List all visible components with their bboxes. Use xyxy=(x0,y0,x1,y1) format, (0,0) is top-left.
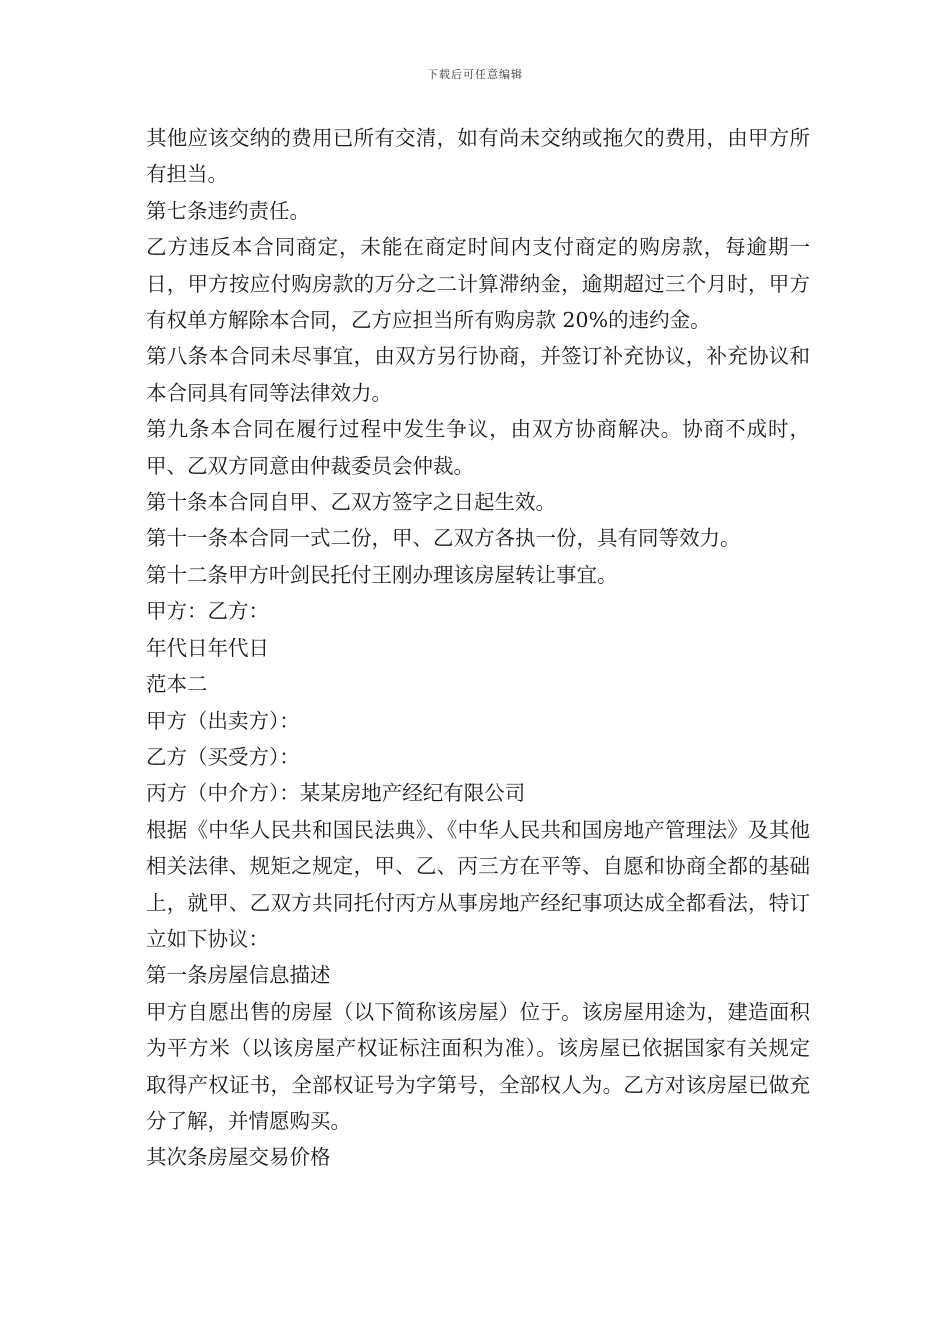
paragraph-party-a: 甲方（出卖方）： xyxy=(146,708,300,733)
page-header-note: 下载后可任意编辑 xyxy=(427,68,523,81)
paragraph-article-10: 第十条本合同自甲、乙双方签字之日起生效。 xyxy=(146,490,556,515)
paragraph-article-12: 第十二条甲方叶剑民托付王刚办理该房屋转让事宜。 xyxy=(146,562,618,587)
paragraph-article-9: 第九条本合同在履行过程中发生争议，由双方协商解决。协商不成时，甲、乙双方同意由仲裁委员会仲裁。 xyxy=(146,417,810,478)
paragraph-property-description: 甲方自愿出售的房屋（以下简称该房屋）位于。该房屋用途为，建造面积为平方米（以该房屋产权证标注面积为准）。该房屋已依据国家有关规定取得产权证书，全部权证号为字第号，全部权人为。乙方对该房屋已做充分了解，并情愿购买。 xyxy=(146,999,810,1133)
paragraph-article-11: 第十一条本合同一式二份，甲、乙双方各执一份，具有同等效力。 xyxy=(146,526,741,551)
paragraph-party-c: 丙方（中介方）：某某房地产经纪有限公司 xyxy=(146,781,526,806)
paragraph-article-7-title: 第七条违约责任。 xyxy=(146,198,310,223)
document-body xyxy=(146,120,810,1176)
paragraph-breach-liability: 乙方违反本合同商定，未能在商定时间内支付商定的购房款，每逾期一日，甲方按应付购房款的万分之二计算滞纳金，逾期超过三个月时，甲方有权单方解除本合同，乙方应担当所有购房款 20%的违约金。 xyxy=(146,235,810,333)
paragraph-article-2-title: 其次条房屋交易价格 xyxy=(146,1145,331,1170)
paragraph-fees-settled: 其他应该交纳的费用已所有交清，如有尚未交纳或拖欠的费用，由甲方所有担当。 xyxy=(146,126,810,187)
paragraph-template-2-title: 范本二 xyxy=(146,672,208,697)
paragraph-party-b: 乙方（买受方）： xyxy=(146,744,300,769)
paragraph-dates: 年代日年代日 xyxy=(146,635,269,660)
paragraph-legal-basis: 根据《中华人民共和国民法典》、《中华人民共和国房地产管理法》及其他相关法律、规矩之规定，甲、乙、丙三方在平等、自愿和协商全都的基础上，就甲、乙双方共同托付丙方从事房地产经纪事项达成全都看法，特订立如下协议： xyxy=(146,817,810,951)
paragraph-article-1-title: 第一条房屋信息描述 xyxy=(146,963,331,988)
paragraph-signatures: 甲方：乙方： xyxy=(146,599,269,624)
paragraph-article-8: 第八条本合同未尽事宜，由双方另行协商，并签订补充协议，补充协议和本合同具有同等法律效力。 xyxy=(146,344,810,405)
